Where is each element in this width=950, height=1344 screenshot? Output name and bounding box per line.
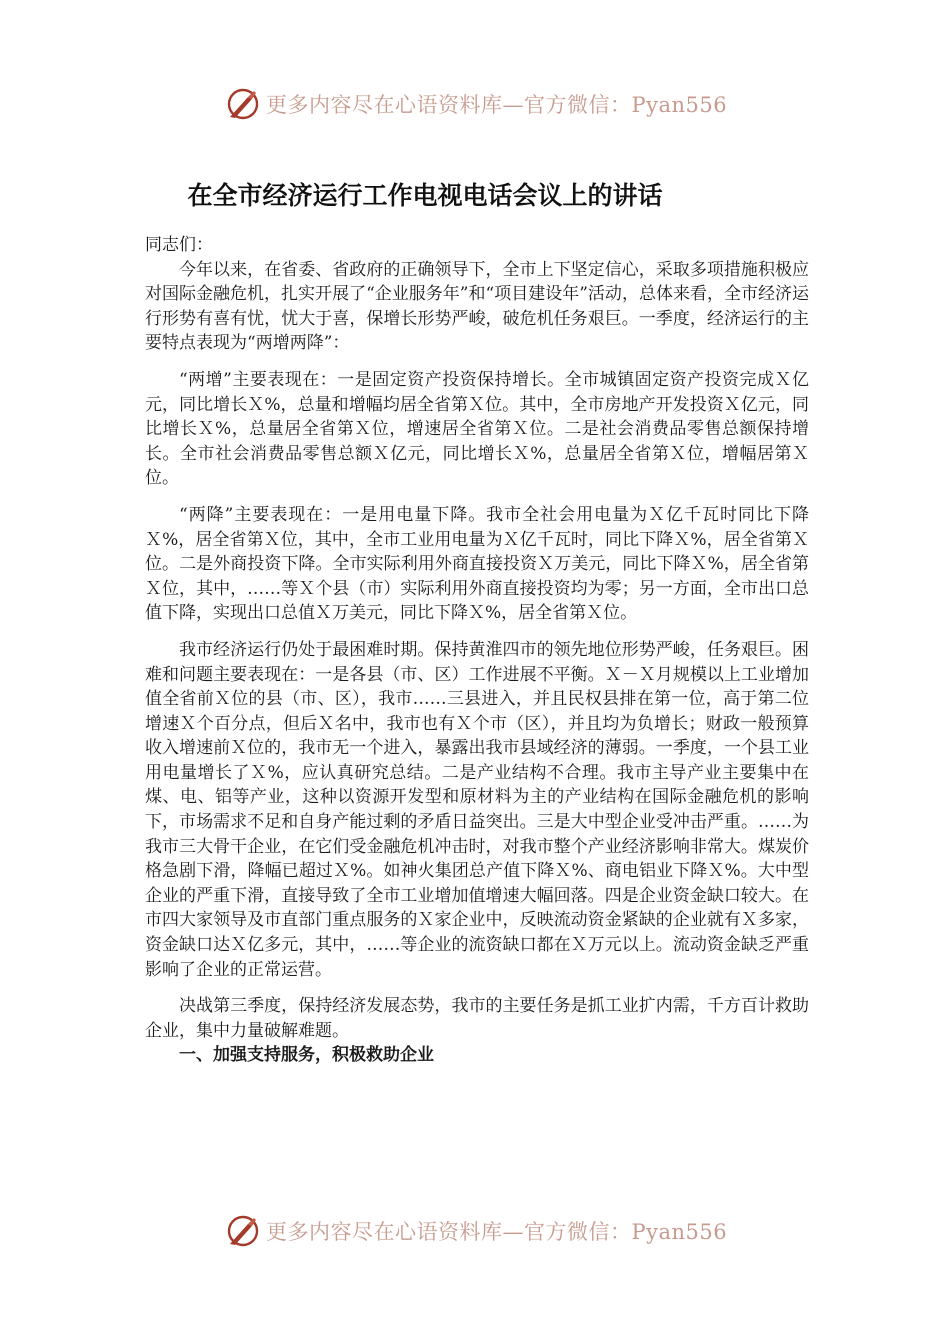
paragraph: 今年以来，在省委、省政府的正确领导下，全市上下坚定信心，采取多项措施积极应对国际金融危机，扎实开展了“企业服务年”和“项目建设年”活动，总体来看，全市经济运行形势有喜有忧，忧大于喜，保增长形势严峻，破危机任务艰巨。一季度，经济运行的主要特点表现为“两增两降”： bbox=[145, 259, 809, 354]
brush-pen-logo-icon bbox=[226, 1214, 260, 1248]
brush-pen-logo-icon bbox=[226, 87, 260, 121]
paragraph: “两增”主要表现在：一是固定资产投资保持增长。全市城镇固定资产投资完成Ｘ亿元，同比增长Ｘ%，总量和增幅均居全省第Ｘ位。其中，全市房地产开发投资Ｘ亿元，同比增长Ｘ%，总量居全省第Ｘ位，增速居全省第Ｘ位。二是社会消费品零售总额保持增长。全市社会消费品零售总额Ｘ亿元，同比增长Ｘ%，总量居全省第Ｘ位，增幅居第Ｘ位。 bbox=[145, 369, 809, 489]
document-title: 在全市经济运行工作电视电话会议上的讲话 bbox=[187, 181, 663, 210]
paragraph: 决战第三季度，保持经济发展态势，我市的主要任务是抓工业扩内需，千方百计救助企业，集中力量破解难题。 bbox=[145, 996, 809, 1041]
document-body bbox=[145, 233, 809, 1068]
banner-wechat: 官方微信：Pyan556 bbox=[524, 1220, 728, 1244]
banner-separator: — bbox=[502, 93, 524, 117]
banner-text bbox=[266, 89, 727, 119]
salutation: 同志们： bbox=[145, 235, 213, 255]
banner-text bbox=[266, 1216, 727, 1246]
banner-wechat: 官方微信：Pyan556 bbox=[524, 93, 728, 117]
banner-separator: — bbox=[502, 1220, 524, 1244]
paragraph: “两降”主要表现在：一是用电量下降。我市全社会用电量为Ｘ亿千瓦时同比下降Ｘ%，居全省第Ｘ位，其中，全市工业用电量为Ｘ亿千瓦时，同比下降Ｘ%，居全省第Ｘ位。二是外商投资下降。全市实际利用外商直接投资Ｘ万美元，同比下降Ｘ%，居全省第Ｘ位，其中，……等Ｘ个县（市）实际利用外商直接投资均为零；另一方面，全市出口总值下降，实现出口总值Ｘ万美元，同比下降Ｘ%，居全省第Ｘ位。 bbox=[145, 504, 809, 624]
paragraph: 我市经济运行仍处于最困难时期。保持黄淮四市的领先地位形势严峻，任务艰巨。困难和问题主要表现在：一是各县（市、区）工作进展不平衡。Ｘ－Ｘ月规模以上工业增加值全省前Ｘ位的县（市、区），我市……三县进入，并且民权县排在第一位，高于第二位增速Ｘ个百分点，但后Ｘ名中，我市也有Ｘ个市（区），并且均为负增长；财政一般预算收入增速前Ｘ位的，我市无一个进入，暴露出我市县域经济的薄弱。一季度，一个县工业用电量增长了Ｘ%，应认真研究总结。二是产业结构不合理。我市主导产业主要集中在煤、电、铝等产业，这种以资源开发型和原材料为主的产业结构在国际金融危机的影响下，市场需求不足和自身产能过剩的矛盾日益突出。三是大中型企业受冲击严重。……为我市三大骨干企业，在它们受金融危机冲击时，对我市整个产业经济影响非常大。煤炭价格急剧下滑，降幅已超过Ｘ%。如神火集团总产值下降Ｘ%、商电铝业下降Ｘ%。大中型企业的严重下滑，直接导致了全市工业增加值增速大幅回落。四是企业资金缺口较大。在市四大家领导及市直部门重点服务的Ｘ家企业中，反映流动资金紧缺的企业就有Ｘ多家，资金缺口达Ｘ亿多元，其中，……等企业的流资缺口都在Ｘ万元以上。流动资金缺乏严重影响了企业的正常运营。 bbox=[145, 639, 809, 980]
section-heading: 一、加强支持服务，积极救助企业 bbox=[179, 1045, 434, 1066]
banner-site: 更多内容尽在心语资料库 bbox=[266, 1220, 503, 1244]
footer-banner bbox=[226, 1211, 746, 1251]
banner-site: 更多内容尽在心语资料库 bbox=[266, 93, 503, 117]
header-banner bbox=[226, 84, 746, 124]
